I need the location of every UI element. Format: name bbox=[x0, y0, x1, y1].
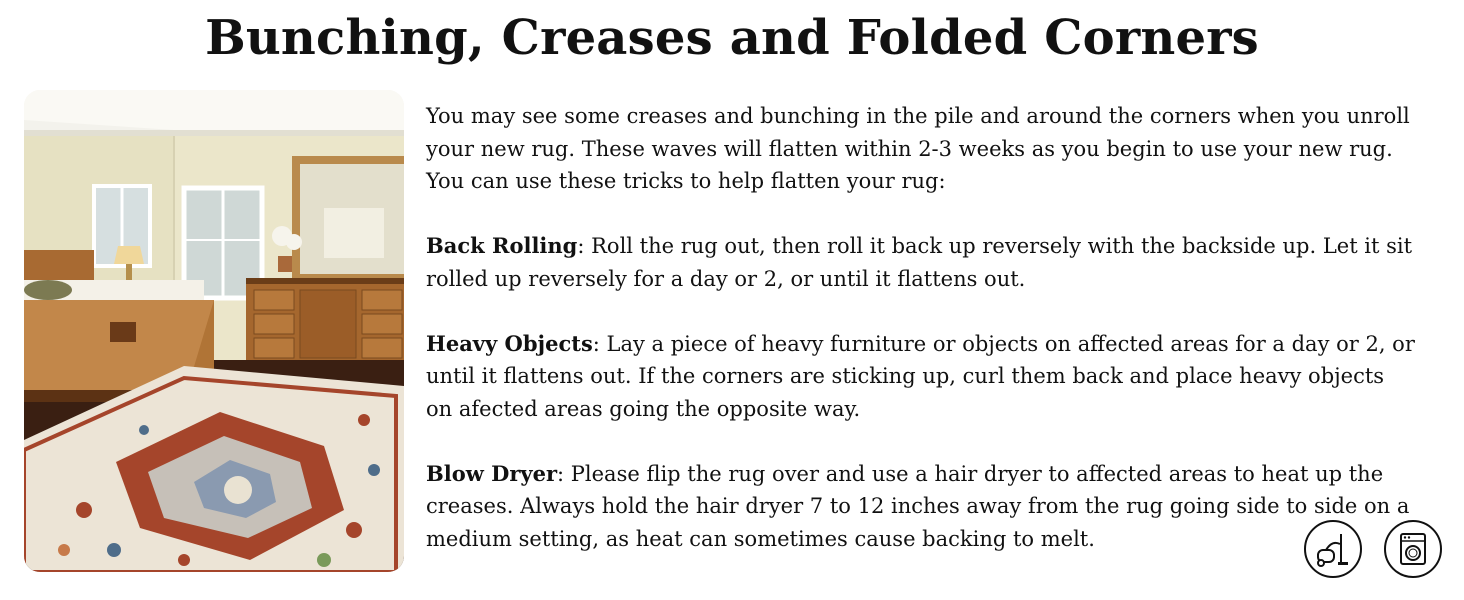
intro-paragraph: You may see some creases and bunching in the pile and around the corners when you unroll your new rug. These waves will flatten within 2-3 weeks as you begin to use your new rug. You can use these tricks to help flatten your rug: bbox=[426, 104, 1410, 193]
tip-text: : Please flip the rug over and use a hair dryer to affected areas to heat up the creases. Always hold the hair dryer 7 to 12 inches away from the rug going side to side on a medium setting, as heat can sometimes cause backing to melt. bbox=[426, 461, 1410, 551]
tip-term: Blow Dryer bbox=[426, 460, 558, 486]
tip-text: : Lay a piece of heavy furniture or objects on affected areas for a day or 2, or until it flattens out. If the corners are sticking up, curl them back and place heavy objects on afected areas going the opposite way. bbox=[426, 331, 1415, 421]
washing-machine-icon bbox=[1384, 520, 1442, 578]
tip-heavy-objects bbox=[426, 328, 1416, 426]
tip-term: Heavy Objects bbox=[426, 330, 593, 356]
care-instructions bbox=[426, 100, 1416, 588]
tip-back-rolling bbox=[426, 230, 1416, 295]
page-title: Bunching, Creases and Folded Corners bbox=[205, 10, 1259, 66]
vacuum-icon bbox=[1304, 520, 1362, 578]
bedroom-rug-photo bbox=[24, 90, 404, 572]
tip-text: : Roll the rug out, then roll it back up reversely with the backside up. Let it sit rolled up reversely for a day or 2, or until it flattens out. bbox=[426, 234, 1413, 291]
care-icons bbox=[1304, 520, 1444, 580]
tip-blow-dryer bbox=[426, 458, 1416, 556]
tip-term: Back Rolling bbox=[426, 233, 578, 258]
